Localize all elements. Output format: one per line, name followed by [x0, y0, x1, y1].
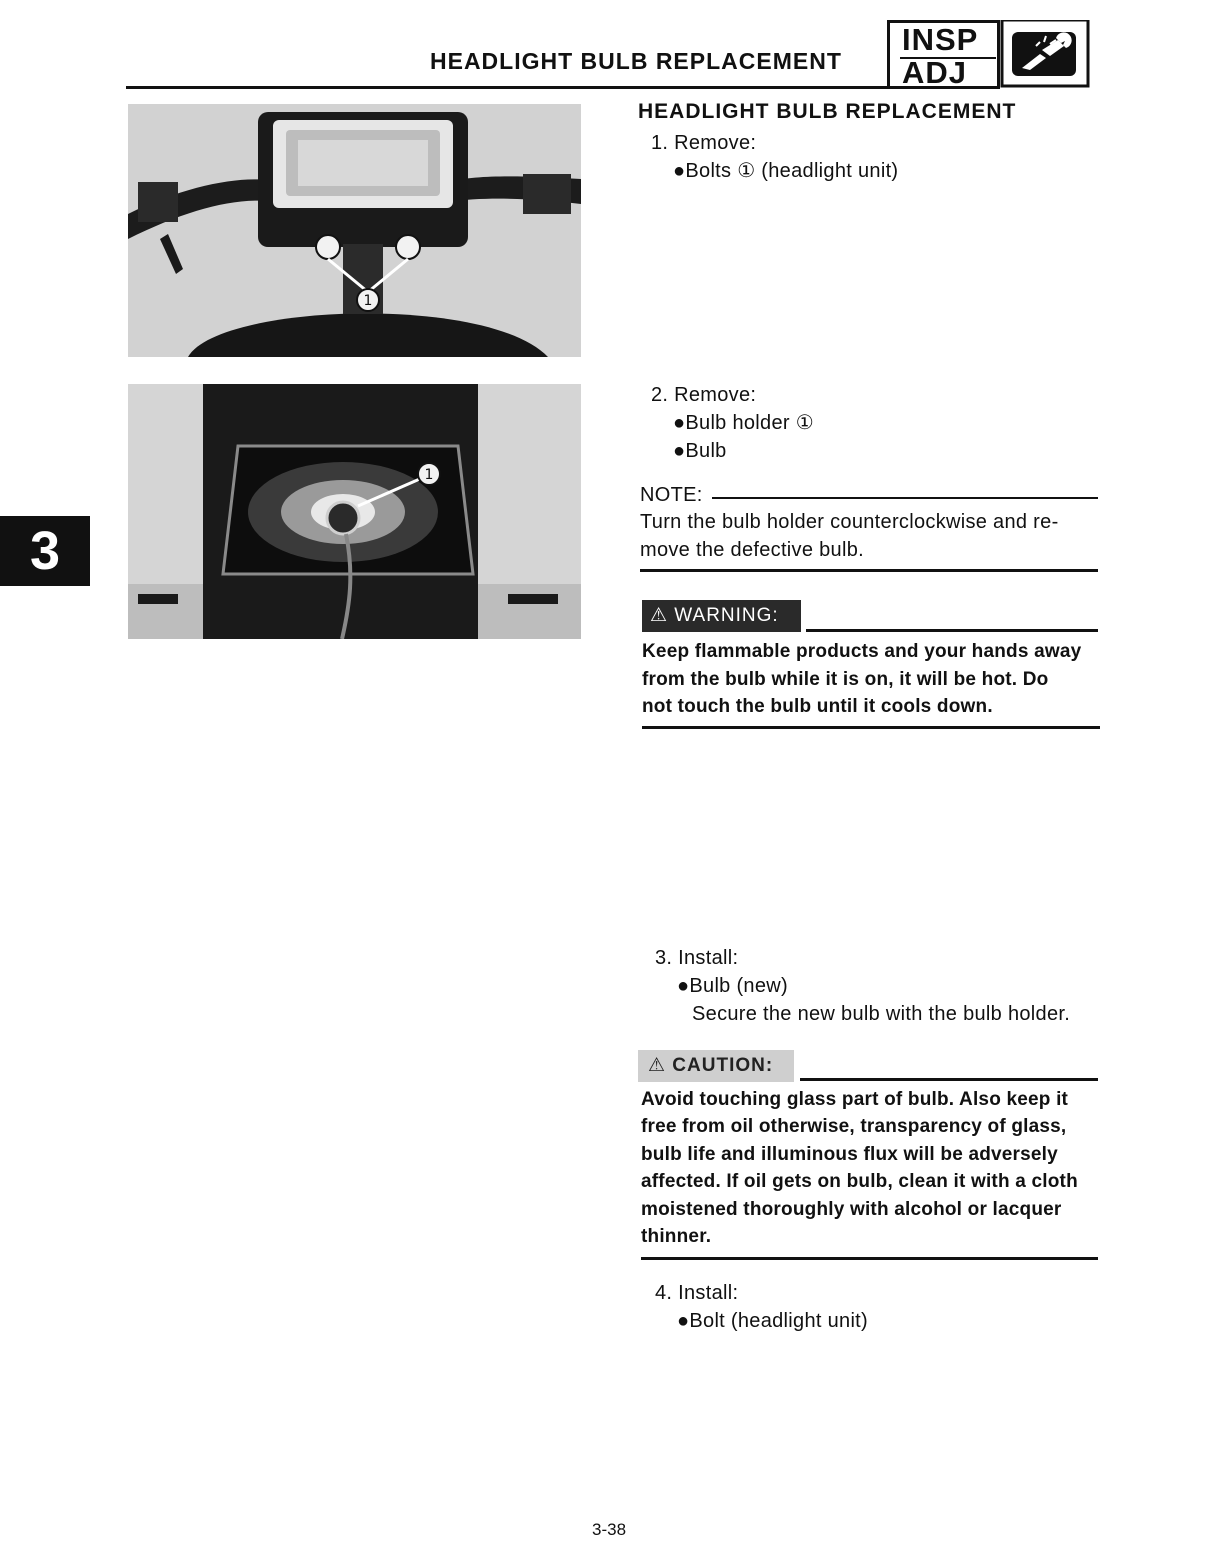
badge-insp-label: INSP — [902, 22, 979, 57]
page-header-title: HEADLIGHT BULB REPLACEMENT — [430, 48, 842, 74]
caution-line: Avoid touching glass part of bulb. Also keep it — [641, 1089, 1069, 1110]
step3-item: ●Bulb (new) — [677, 975, 788, 997]
badge-text-box — [887, 20, 1000, 89]
photo2-callout-number: 1 — [424, 467, 434, 483]
note-label: NOTE: — [640, 484, 703, 506]
wrench-hand-icon — [1000, 20, 1090, 89]
step3-label: 3. Install: — [655, 947, 739, 969]
bulb-holder-illustration — [128, 384, 581, 639]
chapter-tab: 3 — [0, 516, 90, 586]
caution-line: thinner. — [641, 1226, 712, 1247]
caution-top-rule — [800, 1078, 1098, 1081]
note-bottom-rule — [640, 569, 1098, 572]
note-line: Turn the bulb holder counterclockwise and re- — [640, 511, 1059, 533]
headlight-unit-illustration — [128, 104, 581, 357]
step2-label: 2. Remove: — [651, 384, 757, 406]
step3-detail: Secure the new bulb with the bulb holder. — [692, 1003, 1071, 1025]
step1-label: 1. Remove: — [651, 132, 757, 154]
step1-item: ●Bolts ① (headlight unit) — [673, 160, 899, 182]
caution-line: affected. If oil gets on bulb, clean it with a cloth — [641, 1171, 1078, 1192]
warning-top-rule — [806, 629, 1098, 632]
warning-label: ⚠ WARNING: — [642, 600, 801, 632]
caution-line: bulb life and illuminous flux will be adversely — [641, 1144, 1058, 1165]
page-number: 3-38 — [592, 1520, 627, 1539]
warning-bottom-rule — [642, 726, 1100, 729]
note-line: move the defective bulb. — [640, 539, 864, 561]
headlight-unit-photo — [128, 104, 581, 357]
section-badge — [887, 20, 1090, 89]
caution-bottom-rule — [641, 1257, 1098, 1260]
caution-label: ⚠ CAUTION: — [638, 1050, 794, 1082]
step2-item: ●Bulb — [673, 440, 727, 462]
section-title: HEADLIGHT BULB REPLACEMENT — [638, 100, 1017, 123]
caution-line: moistened thoroughly with alcohol or lacquer — [641, 1199, 1062, 1220]
warning-line: not touch the bulb until it cools down. — [642, 696, 993, 717]
header-rule — [126, 86, 898, 89]
warning-line: Keep flammable products and your hands away — [642, 641, 1082, 662]
step2-item: ●Bulb holder ① — [673, 412, 814, 434]
caution-line: free from oil otherwise, transparency of glass, — [641, 1116, 1067, 1137]
step4-label: 4. Install: — [655, 1282, 739, 1304]
step4-item: ●Bolt (headlight unit) — [677, 1310, 869, 1332]
bulb-holder-photo — [128, 384, 581, 639]
photo1-callout-number: 1 — [363, 293, 373, 309]
badge-adj-label: ADJ — [902, 55, 968, 90]
warning-line: from the bulb while it is on, it will be hot. Do — [642, 669, 1049, 690]
note-top-rule — [712, 497, 1098, 499]
